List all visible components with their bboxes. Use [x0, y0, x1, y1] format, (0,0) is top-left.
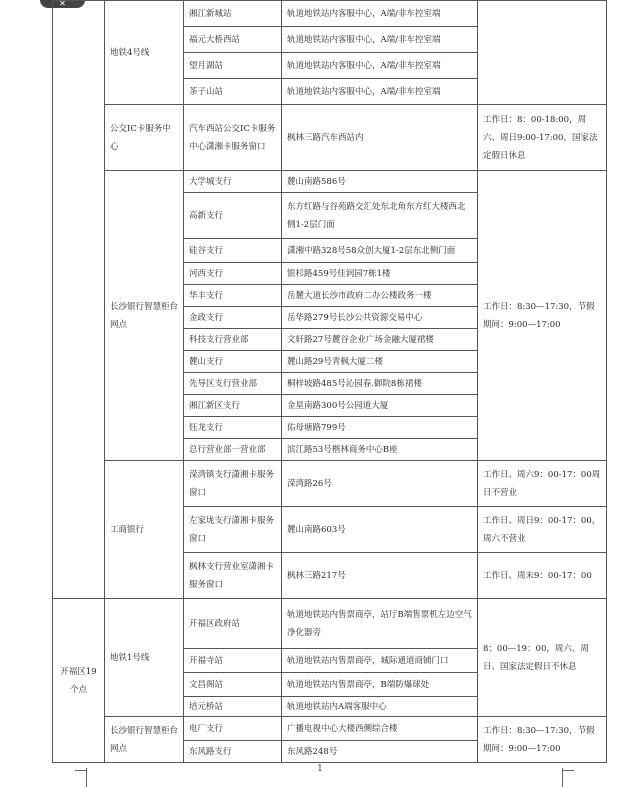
- hours-cell: 工作日：8:30—17:30，节假期间：9:00—17:00: [478, 717, 607, 763]
- site-name-cell: 汽车西站公交IC卡服务中心潇湘卡服务窗口: [184, 105, 282, 171]
- site-name-cell: 金政支行: [184, 307, 282, 329]
- site-name-cell: 东风路支行: [184, 741, 282, 763]
- site-name-cell: 望月湖站: [184, 53, 282, 79]
- address-cell: 东风路248号: [282, 741, 478, 763]
- table-row: [53, 717, 607, 741]
- address-cell: 麓山南路603号: [282, 507, 478, 553]
- address-cell: 岳麓大道长沙市政府二办公楼政务一楼: [282, 285, 478, 307]
- category-cell: 地铁1号线: [105, 599, 184, 717]
- page-number: 1: [317, 764, 323, 774]
- address-cell: 桐梓坡路485号沁园春.御院8栋裙楼: [282, 373, 478, 395]
- site-name-cell: 福元大桥西站: [184, 27, 282, 53]
- address-cell: 枫林三路汽车西站内: [282, 105, 478, 171]
- category-cell: 长沙银行智慧柜台网点: [105, 171, 184, 461]
- address-cell: 溁湾路26号: [282, 461, 478, 507]
- hours-cell: 工作日、周六9：00-17：00周日不营业: [478, 461, 607, 507]
- site-name-cell: 培元桥站: [184, 697, 282, 717]
- site-name-cell: 总行营业部一营业部: [184, 439, 282, 461]
- close-icon: ✕: [59, 0, 66, 8]
- hours-cell: [478, 1, 607, 105]
- service-points-table: [52, 0, 607, 763]
- address-cell: 轨道地铁站内客服中心，A端/非车控室端: [282, 1, 478, 27]
- table-row: [53, 171, 607, 193]
- address-cell: 麓山路29号青枫大厦二楼: [282, 351, 478, 373]
- address-cell: 轨道地铁站内客服中心，A端/非车控室端: [282, 27, 478, 53]
- address-cell: 东方红路与谷苑路交汇处东北角东方红大楼西北侧1-2层门面: [282, 193, 478, 239]
- site-name-cell: 文昌阁站: [184, 673, 282, 697]
- address-cell: 银杉路459号佳润园7栋1楼: [282, 263, 478, 285]
- site-name-cell: 科技支行营业部: [184, 329, 282, 351]
- table-row: [53, 1, 607, 27]
- site-name-cell: 开福寺站: [184, 649, 282, 673]
- category-cell: 公交IC卡服务中心: [105, 105, 184, 171]
- category-cell: 地铁4号线: [105, 1, 184, 105]
- category-cell: 工商银行: [105, 461, 184, 599]
- site-name-cell: 华丰支行: [184, 285, 282, 307]
- hours-cell: 8：00—19：00，周六、周日、国家法定假日不休息: [478, 599, 607, 717]
- category-cell: 长沙银行智慧柜台网点: [105, 717, 184, 763]
- address-cell: 轨道地铁站内客服中心，A端/非车控室端: [282, 53, 478, 79]
- site-name-cell: 电厂支行: [184, 717, 282, 741]
- address-cell: 轨道地铁站内客服中心，A端/非车控室端: [282, 79, 478, 105]
- district-cell: 开福区19个点: [53, 599, 105, 763]
- site-name-cell: 枫林支行营业室潇湘卡服务窗口: [184, 553, 282, 599]
- site-name-cell: 高新支行: [184, 193, 282, 239]
- address-cell: 文轩路27号麓谷企业广场金融大厦裙楼: [282, 329, 478, 351]
- address-cell: 轨道地铁站内售票商亭，城际通道商铺门口: [282, 649, 478, 673]
- address-cell: 滨江路53号楷林商务中心B座: [282, 439, 478, 461]
- address-cell: 金星南路300号公园道大厦: [282, 395, 478, 417]
- site-name-cell: 溁湾镇支行潇湘卡服务窗口: [184, 461, 282, 507]
- address-cell: 潇湘中路328号58众创大厦1-2层东北侧门面: [282, 239, 478, 263]
- address-cell: 麓山南路586号: [282, 171, 478, 193]
- address-cell: 轨道地铁站内售票商亭，站厅B端售票机左边空气净化器旁: [282, 599, 478, 649]
- hours-cell: 工作日、周日9：00-17：00，周六不营业: [478, 507, 607, 553]
- site-name-cell: 左家垅支行潇湘卡服务窗口: [184, 507, 282, 553]
- site-name-cell: 河西支行: [184, 263, 282, 285]
- address-cell: 岳华路279号长沙公共资源交易中心: [282, 307, 478, 329]
- site-name-cell: 大学城支行: [184, 171, 282, 193]
- address-cell: 广播电视中心大楼西侧综合楼: [282, 717, 478, 741]
- site-name-cell: 开福区政府站: [184, 599, 282, 649]
- address-cell: 轨道地铁站内售票商亭，B端防爆球处: [282, 673, 478, 697]
- district-cell: [53, 1, 105, 599]
- table-row: [53, 461, 607, 507]
- table-row: [53, 599, 607, 649]
- site-name-cell: 麓山支行: [184, 351, 282, 373]
- site-name-cell: 湘江新城站: [184, 1, 282, 27]
- address-cell: 枫林三路217号: [282, 553, 478, 599]
- hours-cell: 工作日：8:30—17:30，节假期间：9:00—17:00: [478, 171, 607, 461]
- hours-cell: 工作日：8：00-18:00，周六、周日9:00-17:00，国家法定假日休息: [478, 105, 607, 171]
- hours-cell: 工作日、周末9：00-17：00: [478, 553, 607, 599]
- site-name-cell: 钰龙支行: [184, 417, 282, 439]
- address-cell: 轨道地铁站内A端客服中心: [282, 697, 478, 717]
- site-name-cell: 茶子山站: [184, 79, 282, 105]
- site-name-cell: 湘江新区支行: [184, 395, 282, 417]
- site-name-cell: 硅谷支行: [184, 239, 282, 263]
- address-cell: 佑母塘路799号: [282, 417, 478, 439]
- table-row: [53, 105, 607, 171]
- site-name-cell: 先导区支行营业部: [184, 373, 282, 395]
